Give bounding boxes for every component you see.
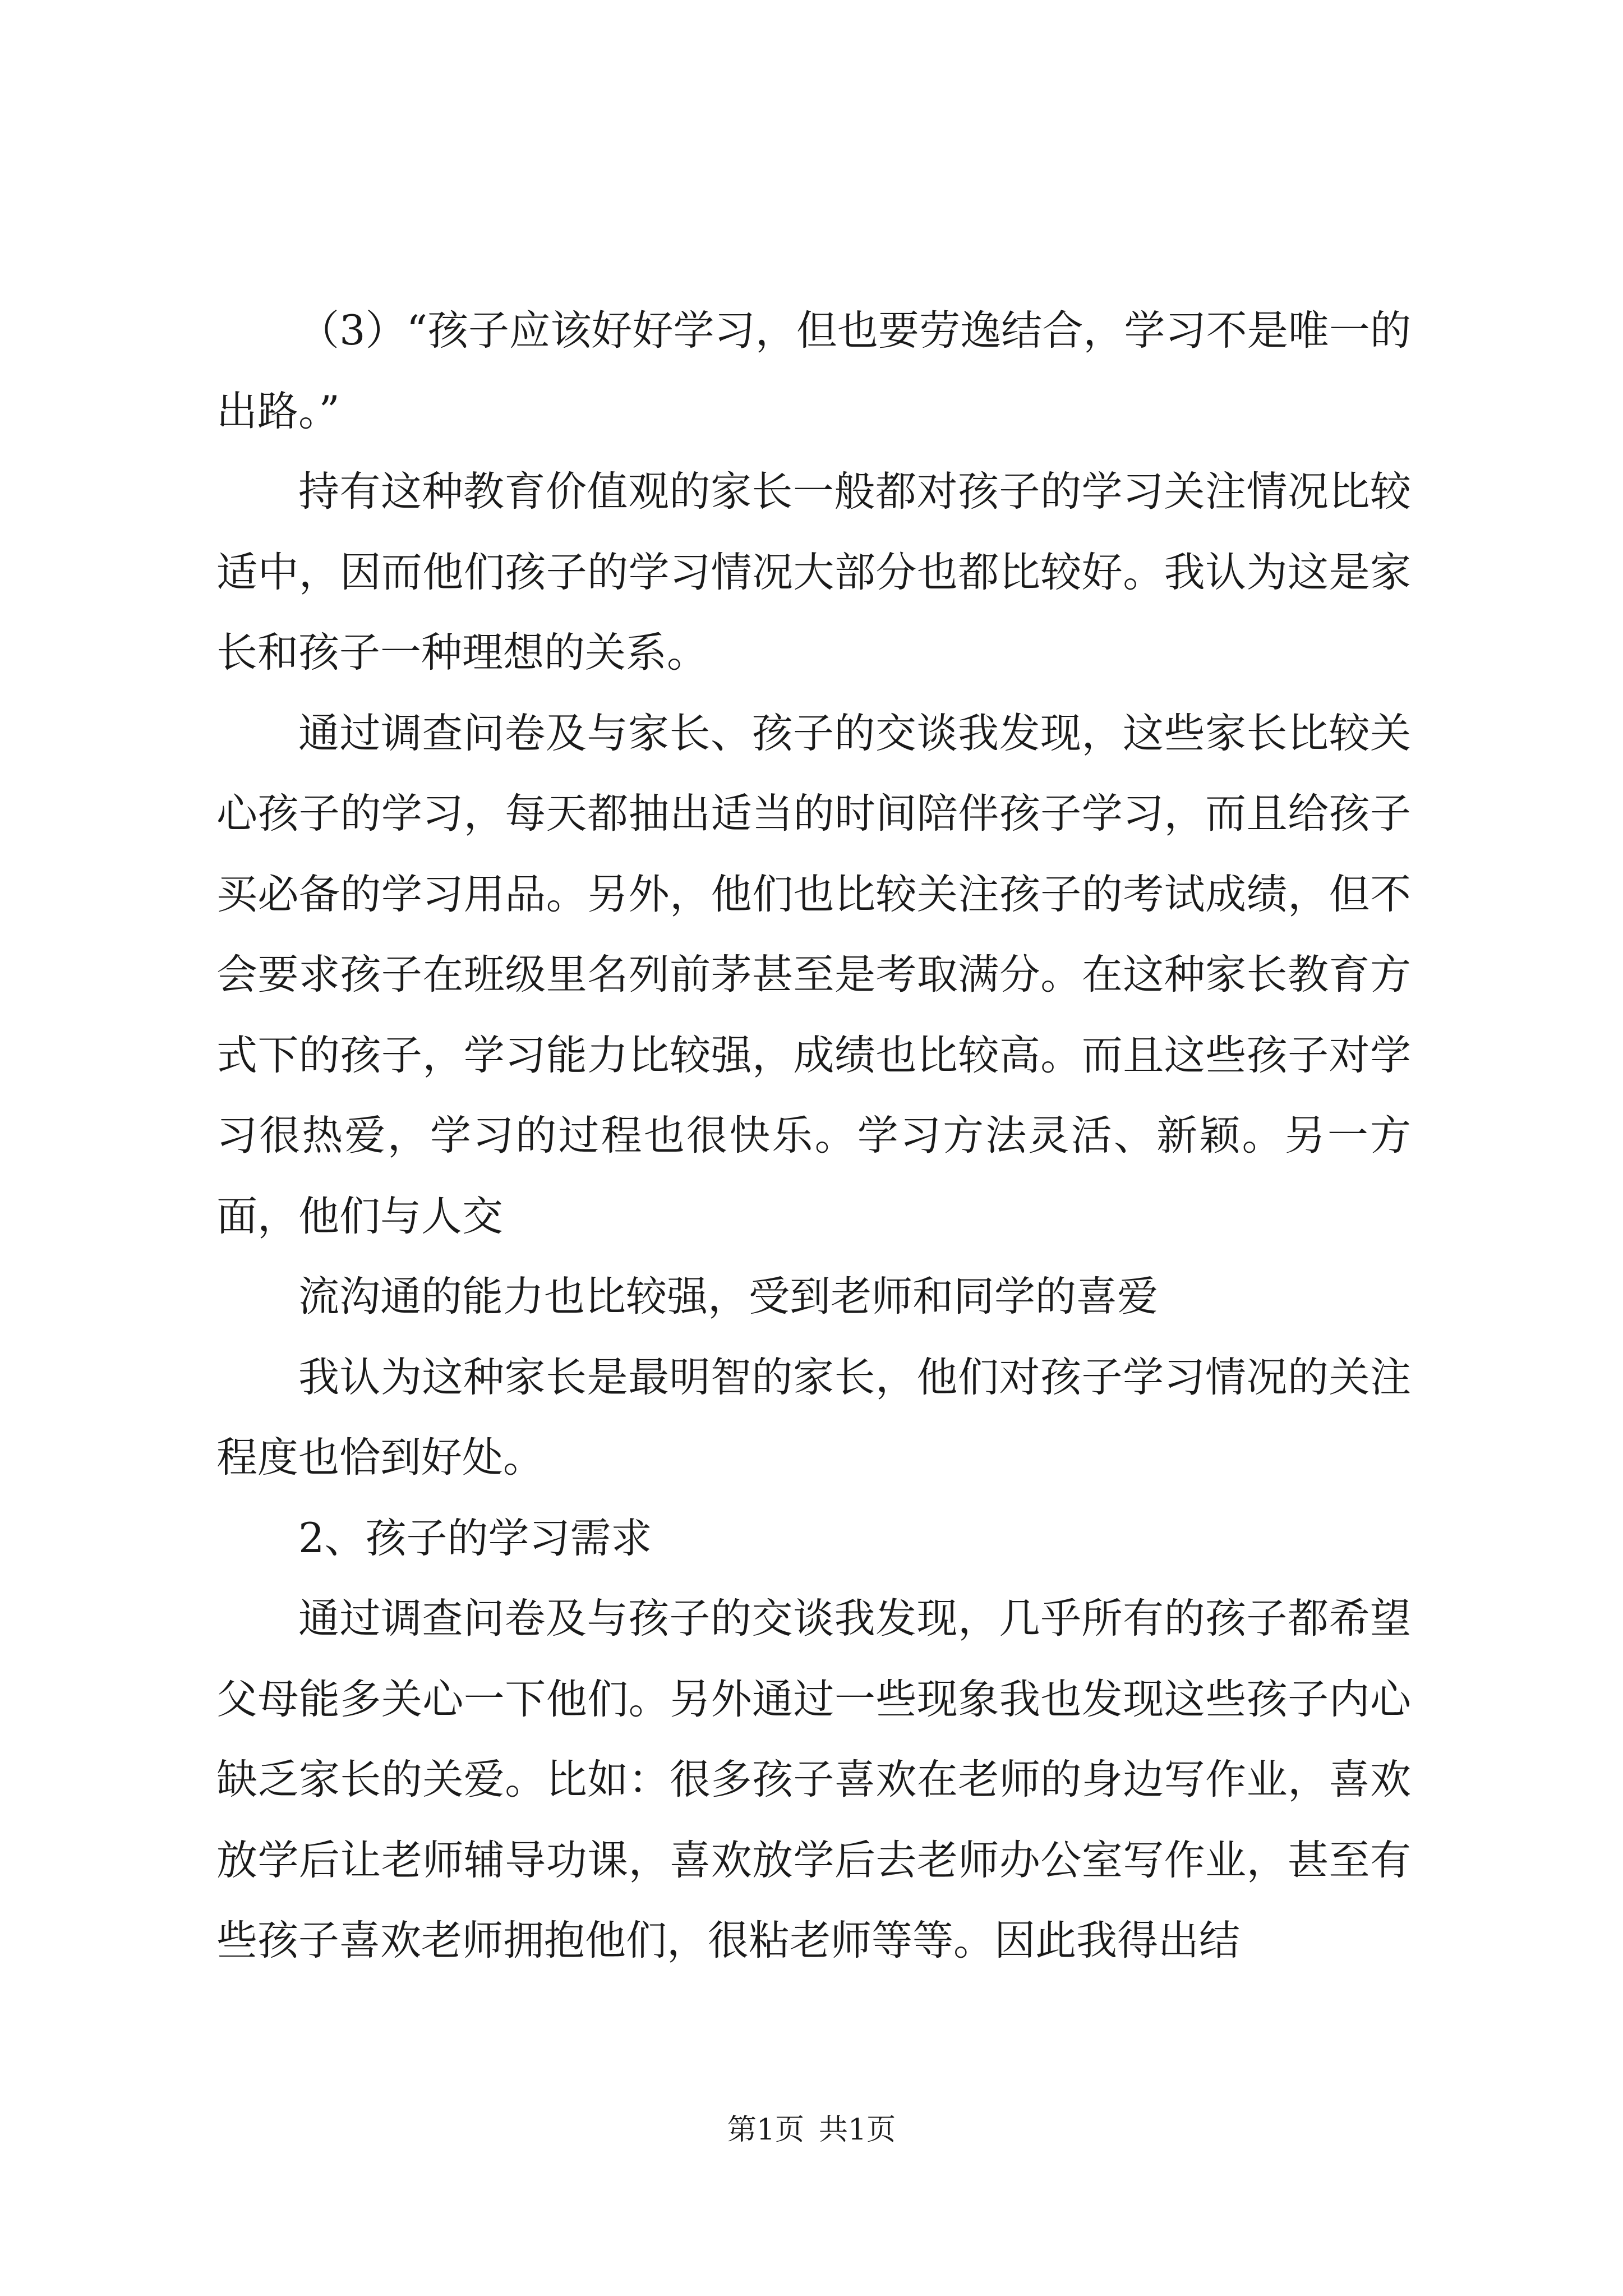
page-footer [0,2110,1623,2150]
page-number: 第1页 [727,2113,804,2147]
document-body [216,291,1411,1981]
section-heading-learning-needs: 2、孩子的学习需求 [298,1514,652,1562]
paragraph-value-view: 持有这种教育价值观的家长一般都对孩子的学习关注情况比较适中，因而他们孩子的学习情况大部分也都比较好。我认为这是家长和孩子一种理想的关系。 [216,468,1411,677]
paragraph-children-needs: 通过调查问卷及与孩子的交谈我发现，几乎所有的孩子都希望父母能多关心一下他们。另外通过一些现象我也发现这些孩子内心缺乏家长的关爱。比如：很多孩子喜欢在老师的身边写作业，喜欢放学后让老师辅导功课，喜欢放学后去老师办公室写作业，甚至有些孩子喜欢老师拥抱他们，很粘老师等等。因此我得出结 [216,1595,1411,1964]
paragraph-wise-parents: 我认为这种家长是最明智的家长，他们对孩子学习情况的关注程度也恰到好处。 [216,1353,1411,1481]
page-total: 共1页 [819,2113,896,2147]
paragraph-communication: 流沟通的能力也比较强，受到老师和同学的喜爱 [298,1273,1158,1320]
paragraph-quote-3: （3）“孩子应该好好学习，但也要劳逸结合，学习不是唯一的出路。” [216,307,1411,435]
paragraph-survey-findings: 通过调查问卷及与家长、孩子的交谈我发现，这些家长比较关心孩子的学习，每天都抽出适当的时间陪伴孩子学习，而且给孩子买必备的学习用品。另外，他们也比较关注孩子的考试成绩，但不会要求孩子在班级里名列前茅甚至是考取满分。在这种家长教育方式下的孩子，学习能力比较强，成绩也比较高。而且这些孩子对学习很热爱，学习的过程也很快乐。学习方法灵活、新颖。另一方面，他们与人交 [216,709,1411,1240]
